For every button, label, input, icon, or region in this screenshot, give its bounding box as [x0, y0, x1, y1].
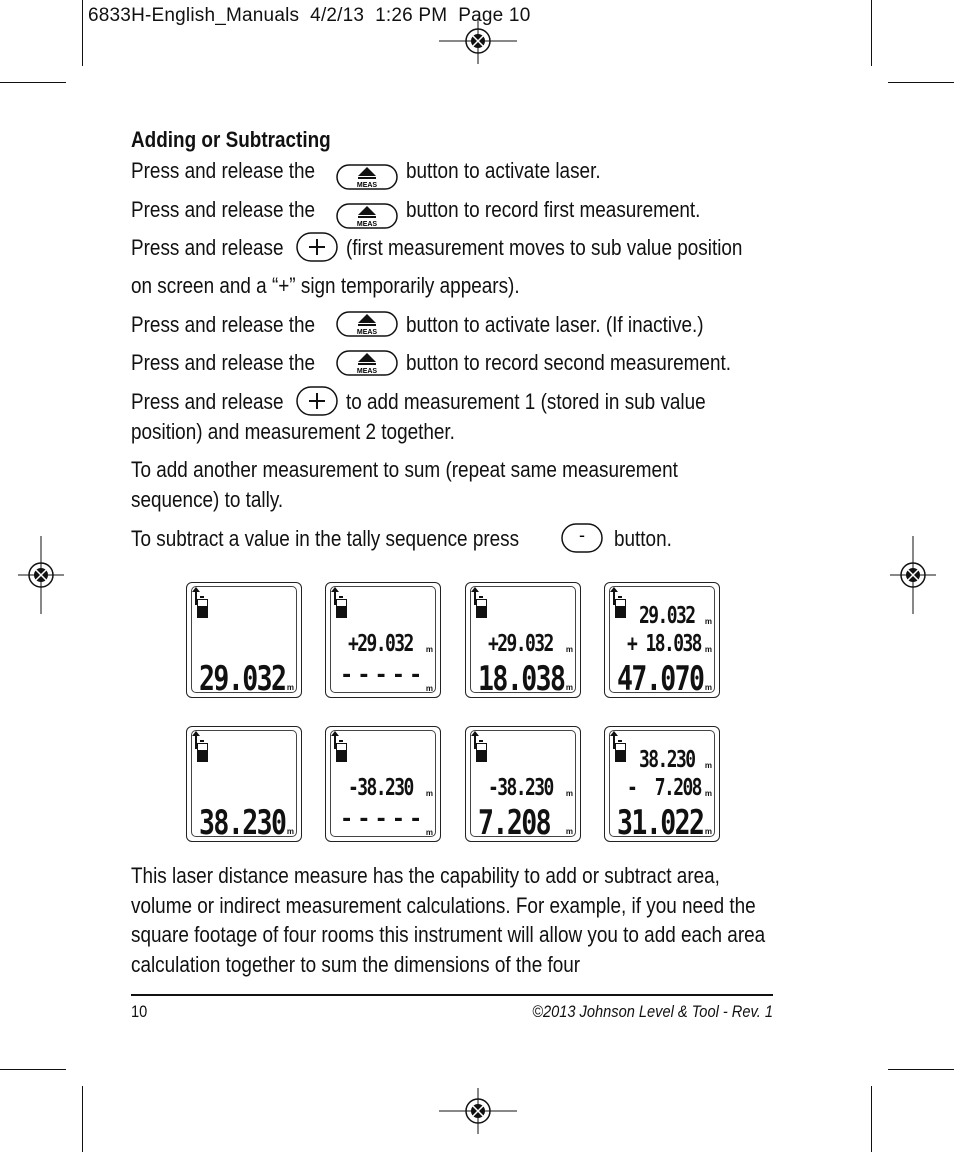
crop-mark — [0, 82, 66, 83]
instruction-text: position) and measurement 2 together. — [131, 419, 455, 445]
crop-mark — [82, 1086, 83, 1152]
battery-icon — [336, 599, 347, 618]
instruction-text: Press and release the — [131, 197, 316, 223]
lcd-readout: -38.230 — [488, 775, 553, 801]
instruction-line — [614, 523, 672, 554]
instruction-line — [131, 309, 315, 340]
instruction-text: button to record first measurement. — [406, 197, 701, 223]
meas-button-icon — [336, 203, 398, 229]
instruction-line — [131, 155, 315, 186]
battery-icon — [476, 743, 487, 762]
lcd-display — [186, 582, 302, 698]
unit-label: m — [704, 789, 712, 798]
unit-label: m — [704, 617, 712, 626]
crop-mark — [0, 1069, 66, 1070]
lcd-readout: 38.230 — [199, 803, 286, 843]
battery-icon — [615, 743, 626, 762]
instruction-line — [131, 347, 315, 378]
instruction-line — [346, 386, 706, 417]
section-heading: Adding or Subtracting — [131, 127, 331, 152]
instruction-line — [406, 309, 704, 340]
instruction-line — [131, 270, 520, 301]
instruction-text: Press and release — [131, 235, 284, 261]
lcd-readout: -38.230 — [348, 775, 413, 801]
unit-label: m — [565, 827, 573, 836]
unit-label: m — [286, 827, 294, 836]
unit-label: m — [565, 645, 573, 654]
lcd-readout: 7.208 — [478, 803, 551, 843]
meas-label: MEAS — [356, 221, 378, 228]
instruction-line — [406, 155, 601, 186]
instruction-line — [131, 416, 455, 447]
body-paragraph: This laser distance measure has the capability to add or subtract area, volume or indirect measurement calculations. For example, if you need the square footage of four rooms this instrument will allow you to add each area calculation together to sum the dimensions of the four — [131, 863, 766, 977]
lcd-display — [465, 582, 581, 698]
meas-label: MEAS — [356, 182, 378, 189]
lcd-readout: 29.032 — [639, 603, 695, 629]
instruction-text: Press and release the — [131, 158, 316, 184]
lcd-readout: 31.022 — [617, 803, 704, 843]
unit-label: m — [565, 789, 573, 798]
instruction-text: to add measurement 1 (stored in sub value — [346, 389, 706, 415]
crop-mark — [888, 82, 954, 83]
instruction-text: Press and release — [131, 389, 284, 415]
battery-icon — [476, 599, 487, 618]
registration-mark-right — [890, 536, 936, 614]
instruction-line — [131, 194, 315, 225]
instruction-line — [406, 347, 731, 378]
instruction-text: To add another measurement to sum (repeat same measurement — [131, 457, 678, 483]
registration-mark-bottom — [439, 1088, 517, 1134]
instruction-text: button to activate laser. (If inactive.) — [406, 312, 704, 338]
unit-label: m — [565, 683, 573, 692]
instruction-line — [131, 523, 519, 554]
instruction-text: button to activate laser. — [406, 158, 601, 184]
instruction-text: (first measurement moves to sub value position — [346, 235, 743, 261]
unit-label: m — [704, 645, 712, 654]
battery-icon — [615, 599, 626, 618]
meas-label: MEAS — [356, 329, 378, 336]
plus-button-icon — [296, 232, 338, 262]
unit-label: m — [425, 684, 433, 693]
empty-readout: ----- — [340, 663, 427, 688]
minus-button-icon — [561, 523, 603, 553]
instruction-text: sequence) to tally. — [131, 487, 284, 513]
lcd-readout: 38.230 — [639, 747, 695, 773]
instruction-text: Press and release the — [131, 312, 316, 338]
battery-icon — [197, 743, 208, 762]
lcd-display — [186, 726, 302, 842]
instruction-line — [346, 232, 742, 263]
meas-label: MEAS — [356, 368, 378, 375]
registration-mark-top — [439, 18, 517, 64]
unit-label: m — [704, 683, 712, 692]
lcd-readout: +29.032 — [488, 631, 553, 657]
instruction-line — [131, 386, 284, 417]
lcd-display — [325, 726, 441, 842]
unit-label: m — [425, 828, 433, 837]
registration-mark-left — [18, 536, 64, 614]
instruction-text: To subtract a value in the tally sequence press — [131, 526, 520, 552]
page-number: 10 — [131, 1002, 148, 1021]
copyright: ©2013 Johnson Level & Tool - Rev. 1 — [532, 1002, 773, 1021]
lcd-readout: + 18.038 — [627, 631, 701, 657]
instruction-line — [131, 232, 284, 263]
lcd-readout: 47.070 — [617, 659, 704, 699]
lcd-display — [325, 582, 441, 698]
instruction-line — [131, 454, 678, 485]
minus-label: - — [579, 525, 585, 545]
meas-button-icon — [336, 164, 398, 190]
lcd-display — [604, 582, 720, 698]
instruction-line — [406, 194, 700, 225]
instruction-text: Press and release the — [131, 350, 316, 376]
unit-label: m — [704, 827, 712, 836]
crop-mark — [871, 0, 872, 66]
instruction-text: button. — [614, 526, 672, 552]
crop-mark — [871, 1086, 872, 1152]
meas-button-icon — [336, 350, 398, 376]
print-slug: 6833H-English_Manuals 4/2/13 1:26 PM Page 10 — [88, 5, 531, 26]
lcd-readout: - 7.208 — [627, 775, 701, 801]
plus-button-icon — [296, 386, 338, 416]
unit-label: m — [704, 761, 712, 770]
empty-readout: ----- — [340, 807, 427, 832]
instruction-line — [131, 484, 283, 515]
crop-mark — [888, 1069, 954, 1070]
lcd-display — [604, 726, 720, 842]
instruction-text: on screen and a “+” sign temporarily appears). — [131, 273, 520, 299]
footer-rule — [131, 994, 773, 996]
battery-icon — [336, 743, 347, 762]
crop-mark — [82, 0, 83, 66]
instruction-text: button to record second measurement. — [406, 350, 731, 376]
unit-label: m — [425, 789, 433, 798]
lcd-readout: +29.032 — [348, 631, 413, 657]
meas-button-icon — [336, 311, 398, 337]
battery-icon — [197, 599, 208, 618]
unit-label: m — [425, 645, 433, 654]
unit-label: m — [286, 683, 294, 692]
lcd-readout: 18.038 — [478, 659, 565, 699]
lcd-readout: 29.032 — [199, 659, 286, 699]
lcd-display — [465, 726, 581, 842]
